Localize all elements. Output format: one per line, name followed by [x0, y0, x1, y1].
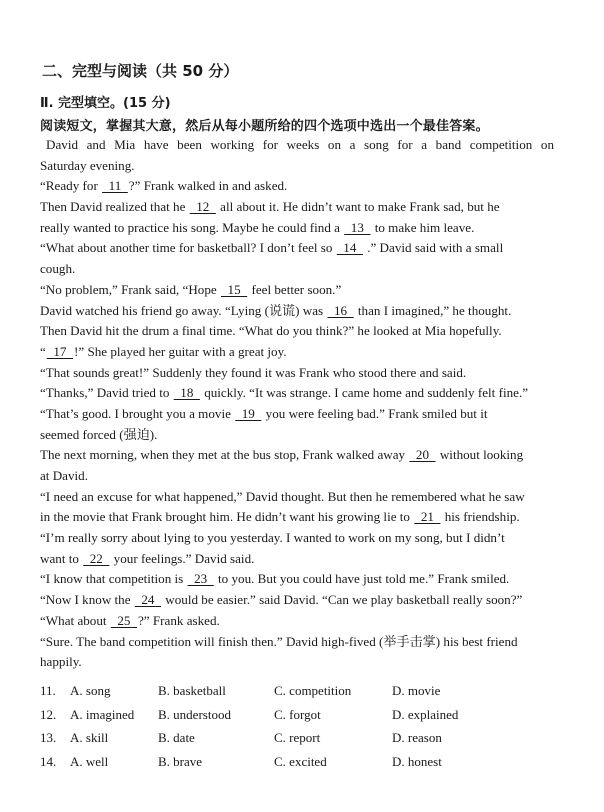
blank-23: 23 — [187, 571, 214, 587]
passage-line: David watched his friend go away. “Lying (说谎) was 16 than I imagined,” he thought. — [40, 301, 554, 322]
instruction-text: 阅读短文，掌握其大意，然后从每小题所给的四个选项中选出一个最佳答案。 — [40, 119, 489, 134]
blank-14: 14 — [336, 240, 363, 256]
option-d: D. explained — [392, 706, 459, 722]
blank-18: 18 — [173, 385, 200, 401]
option-c: C. forgot — [274, 706, 321, 722]
question-number: 11. — [40, 683, 56, 698]
question-number: 12. — [40, 706, 57, 722]
passage-line: “I’m really sorry about lying to you yesterday. I wanted to work on my song, but I didn’t — [40, 530, 505, 546]
option-b: B. brave — [158, 753, 203, 769]
passage-line: Then David hit the drum a final time. “What do you think?” he looked at Mia hopefully. — [40, 323, 502, 339]
answer-options — [40, 679, 560, 773]
option-d: D. movie — [392, 683, 441, 698]
passage-line: Saturday evening. — [40, 157, 135, 173]
blank-20: 20 — [409, 447, 436, 463]
blank-12: 12 — [189, 199, 216, 215]
blank-24: 24 — [134, 592, 162, 608]
blank-17: 17 — [46, 343, 73, 359]
option-b: B. basketball — [158, 683, 226, 698]
option-a: A. skill — [70, 730, 109, 745]
option-d: D. reason — [392, 730, 442, 745]
passage-line: “What about 25 ?” Frank asked. — [40, 611, 554, 632]
question-13-options — [40, 726, 560, 750]
passage-line: at David. — [40, 468, 88, 483]
passage-line: “I know that competition is 23 to you. But you could have just told me.” Frank smiled. — [40, 569, 554, 590]
passage-line: really wanted to practice his song. Maybe he could find a 13 to make him leave. — [40, 218, 554, 239]
part-title: Ⅱ. 完型填空。(15 分) — [40, 96, 171, 111]
question-number: 13. — [40, 730, 57, 745]
question-11-options — [40, 679, 560, 703]
option-a: A. song — [70, 683, 111, 698]
section-title: 二、完型与阅读（共 50 分） — [42, 62, 239, 80]
passage-line: “Sure. The band competition will finish then.” David high-fived (举手击掌) his best friend — [40, 633, 518, 649]
blank-16: 16 — [327, 302, 354, 318]
blank-13: 13 — [344, 219, 371, 235]
passage-line: “No problem,” Frank said, “Hope 15 feel better soon.” — [40, 280, 554, 301]
blank-19: 19 — [235, 405, 262, 421]
blank-21: 21 — [414, 509, 441, 525]
blank-22: 22 — [83, 550, 110, 566]
option-c: C. excited — [274, 753, 327, 769]
passage-line: Then David realized that he 12 all about it. He didn’t want to make Frank sad, but he — [40, 197, 554, 218]
passage-line: “That sounds great!” Suddenly they found it was Frank who stood there and said. — [40, 364, 467, 380]
option-a: A. well — [70, 753, 109, 769]
blank-25: 25 — [110, 612, 137, 628]
option-d: D. honest — [392, 753, 442, 769]
option-b: B. understood — [158, 706, 231, 722]
passage-line: in the movie that Frank brought him. He didn’t want his growing lie to 21 his friendship. — [40, 507, 554, 528]
passage-line: want to 22 your feelings.” David said. — [40, 549, 554, 570]
question-number: 14. — [40, 753, 57, 769]
question-12-options — [40, 703, 560, 727]
option-b: B. date — [158, 730, 195, 745]
cloze-passage — [40, 135, 554, 673]
passage-line: “Thanks,” David tried to 18 quickly. “It was strange. I came home and suddenly felt fine.” — [40, 383, 554, 404]
blank-11: 11 — [102, 178, 128, 194]
passage-line: “Now I know the 24 would be easier.” said David. “Can we play basketball really soon?” — [40, 590, 554, 611]
passage-line: “ 17 !” She played her guitar with a great joy. — [40, 342, 554, 363]
passage-line: “I need an excuse for what happened,” David thought. But then he remembered what he saw — [40, 488, 525, 504]
option-a: A. imagined — [70, 706, 135, 722]
blank-15: 15 — [221, 281, 248, 297]
passage-line: “That’s good. I brought you a movie 19 you were feeling bad.” Frank smiled but it — [40, 404, 554, 425]
passage-line: “What about another time for basketball? I don’t feel so 14 .” David said with a small — [40, 238, 554, 259]
passage-line: “Ready for 11 ?” Frank walked in and asked. — [40, 176, 554, 197]
passage-line: David and Mia have been working for weeks on a song for a band competition on — [46, 137, 554, 152]
option-c: C. competition — [274, 683, 352, 698]
passage-line: happily. — [40, 654, 82, 670]
passage-line: seemed forced (强迫). — [40, 426, 158, 442]
option-c: C. report — [274, 730, 321, 745]
question-14-options — [40, 750, 560, 774]
passage-line: cough. — [40, 261, 76, 277]
passage-line: The next morning, when they met at the bus stop, Frank walked away 20 without looking — [40, 445, 554, 466]
